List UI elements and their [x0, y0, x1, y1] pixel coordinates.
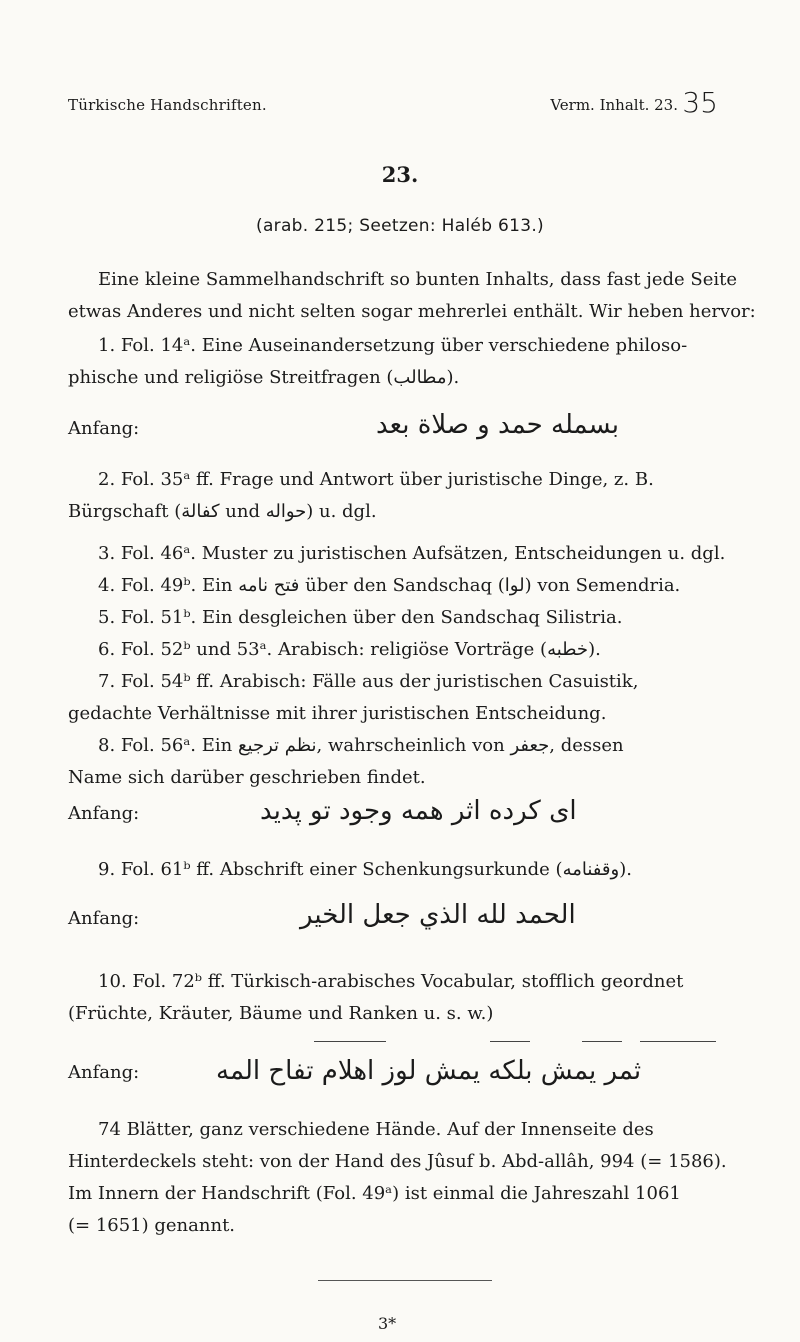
- items-3-to-7: [68, 538, 726, 730]
- item-10: [68, 966, 718, 1030]
- text-line: Name sich darüber geschrieben findet.: [68, 767, 426, 788]
- text-line: (= 1651) genannt.: [68, 1215, 236, 1236]
- item-5: 5. Fol. 51ᵇ. Ein desgleichen über den Sandschaq Silistria.: [98, 607, 623, 628]
- item-9: [68, 854, 718, 886]
- divider: [582, 1041, 622, 1042]
- item-1: [68, 330, 718, 394]
- item-2: [68, 464, 718, 528]
- divider: [490, 1041, 530, 1042]
- text-line: Eine kleine Sammelhandschrift so bunten Inhalts, dass fast jede Seite: [98, 269, 738, 290]
- header-title: Türkische Handschriften.: [68, 96, 267, 114]
- text-line: gedachte Verhältnisse mit ihrer juristischen Entscheidung.: [68, 703, 607, 724]
- entry-number: 23.: [381, 162, 419, 187]
- anfang-label: Anfang:: [68, 908, 140, 929]
- text-line: (Früchte, Kräuter, Bäume und Ranken u. s. w.): [68, 1003, 494, 1024]
- intro-paragraph: [68, 264, 756, 328]
- text-line: 2. Fol. 35ᵃ ff. Frage und Antwort über juristische Dinge, z. B.: [98, 469, 654, 490]
- text-line: Hinterdeckels steht: von der Hand des Jûsuf b. Abd-allâh, 994 (= 1586).: [68, 1151, 727, 1172]
- arabic-incipit: ثمر يمش بلکه يمش لوز اهلام تفاح المه: [216, 1056, 642, 1086]
- arabic-incipit: ای کرده اثر همه وجود تو پدید: [260, 796, 577, 826]
- text-line: Im Innern der Handschrift (Fol. 49ᵃ) ist einmal die Jahreszahl 1061: [68, 1183, 681, 1204]
- item-3: 3. Fol. 46ᵃ. Muster zu juristischen Aufsätzen, Entscheidungen u. dgl.: [98, 543, 726, 564]
- text-line: phische und religiöse Streitfragen (مطالب).: [68, 367, 460, 388]
- closing-paragraph: [68, 1114, 727, 1242]
- text-line: 8. Fol. 56ᵃ. Ein نظم ترجيع, wahrscheinlich von جعفر, dessen: [98, 735, 624, 756]
- arabic-incipit: الحمد لله الذي جعل الخير: [300, 900, 576, 930]
- running-header: [68, 86, 718, 122]
- anfang-label: Anfang:: [68, 803, 140, 824]
- sheet-signature: 3*: [378, 1314, 397, 1333]
- footer-rule: [318, 1280, 492, 1281]
- text-line: 9. Fol. 61ᵇ ff. Abschrift einer Schenkungsurkunde (وقفنامه).: [98, 859, 632, 880]
- divider: [314, 1041, 386, 1042]
- header-section: Verm. Inhalt. 23.: [550, 96, 678, 114]
- text-line: 10. Fol. 72ᵇ ff. Türkisch-arabisches Vocabular, stofflich geordnet: [98, 971, 684, 992]
- item-8: [68, 730, 718, 794]
- anfang-label: Anfang:: [68, 418, 140, 439]
- anfang-label: Anfang:: [68, 1062, 140, 1083]
- text-line: etwas Anderes und nicht selten sogar mehrerlei enthält. Wir heben hervor:: [68, 301, 756, 322]
- arabic-incipit: بسمله حمد و صلاة بعد: [376, 410, 620, 440]
- text-line: 1. Fol. 14ᵃ. Eine Auseinandersetzung über verschiedene philoso-: [98, 335, 688, 356]
- item-6: 6. Fol. 52ᵇ und 53ᵃ. Arabisch: religiöse Vorträge (خطبه).: [98, 639, 601, 660]
- divider: [640, 1041, 716, 1042]
- entry-source: (arab. 215; Seetzen: Haléb 613.): [256, 216, 544, 236]
- text-line: Bürgschaft (كفالة und حواله) u. dgl.: [68, 501, 377, 522]
- item-4: 4. Fol. 49ᵇ. Ein فتح نامه über den Sandschaq (لوا) von Semendria.: [98, 575, 681, 596]
- page-number: 35: [682, 86, 718, 119]
- text-line: 74 Blätter, ganz verschiedene Hände. Auf der Innenseite des: [98, 1119, 654, 1140]
- item-7: 7. Fol. 54ᵇ ff. Arabisch: Fälle aus der juristischen Casuistik,: [98, 671, 639, 692]
